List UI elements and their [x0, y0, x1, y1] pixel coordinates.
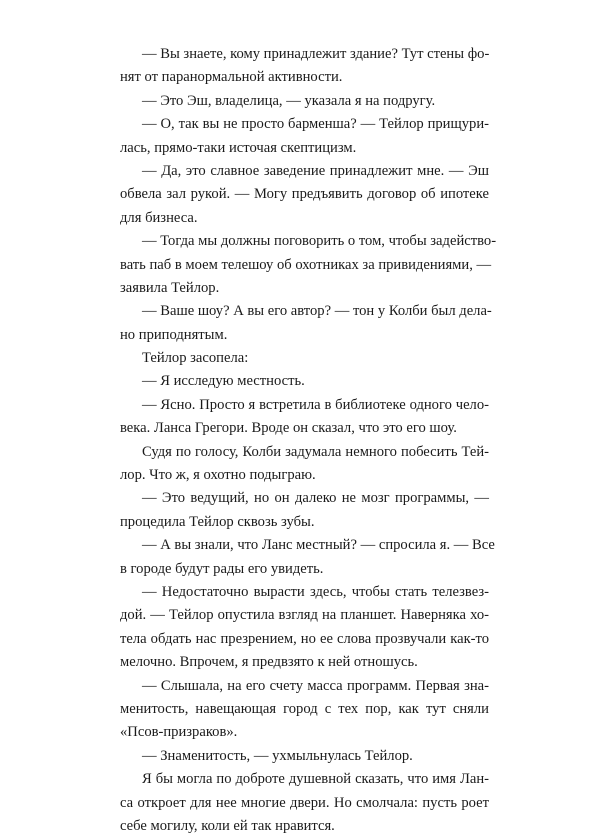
text-line: менитость, навещающая город с тех пор, как тут сняли — [120, 700, 489, 717]
text-line: «Псов-призраков». — [120, 724, 238, 741]
text-line: в городе будут рады его увидеть. — [120, 560, 324, 577]
text-line: — Вы знаете, кому принадлежит здание? Тут стены фо- — [142, 46, 490, 62]
paragraph — [120, 90, 489, 113]
paragraph — [120, 300, 492, 347]
text-line: — Тогда мы должны поговорить о том, чтобы задейство- — [142, 233, 497, 250]
paragraph — [120, 347, 489, 370]
paragraph — [120, 675, 489, 745]
paragraph — [120, 160, 489, 230]
book-page-text — [120, 43, 497, 838]
text-line: — Ваше шоу? А вы его автор? — тон у Колби был дела- — [142, 303, 492, 320]
text-line: дой. — Тейлор опустила взгляд на планшет. Наверняка хо- — [120, 607, 489, 624]
text-line: — О, так вы не просто барменша? — Тейлор прищури- — [142, 116, 489, 133]
text-line: Я бы могла по доброте душевной сказать, что имя Лан- — [142, 771, 489, 788]
text-line: лась, прямо-таки источая скептицизм. — [120, 139, 357, 156]
paragraph — [120, 230, 497, 300]
paragraph — [120, 487, 489, 534]
paragraph — [120, 534, 495, 581]
text-line: — Я исследую местность. — [142, 373, 305, 390]
paragraph — [120, 768, 489, 838]
text-line: — Ясно. Просто я встретила в библиотеке одного чело- — [142, 396, 489, 413]
text-line: Судя по голосу, Колби задумала немного побесить Тей- — [142, 443, 489, 460]
text-line: — Знаменитость, — ухмыльнулась Тейлор. — [142, 747, 413, 764]
text-line: Тейлор засопела: — [142, 350, 249, 367]
text-line: вать паб в моем телешоу об охотниках за привидениями, — — [120, 256, 492, 273]
text-line: лор. Что ж, я охотно подыграю. — [120, 467, 316, 484]
paragraph — [120, 581, 489, 675]
text-line: — Это Эш, владелица, — указала я на подругу. — [142, 92, 436, 109]
text-line: века. Ланса Грегори. Вроде он сказал, что это его шоу. — [120, 420, 457, 437]
text-line: — Это ведущий, но он далеко не мозг программы, — — [142, 490, 489, 507]
text-line: нят от паранормальной активности. — [120, 69, 343, 86]
paragraph — [120, 43, 489, 90]
text-line: но приподнятым. — [120, 326, 228, 343]
text-line: мелочно. Впрочем, я предвзято к ней отношусь. — [120, 654, 418, 671]
text-line: для бизнеса. — [120, 209, 198, 226]
text-line: — Слышала, на его счету масса программ. Первая зна- — [142, 677, 489, 694]
text-line: процедила Тейлор сквозь зубы. — [120, 513, 315, 530]
paragraph — [120, 394, 489, 441]
text-line: тела обдать нас презрением, но ее слова прозвучали как-то — [120, 630, 489, 647]
text-line: — Да, это славное заведение принадлежит мне. — Эш — [142, 162, 489, 179]
paragraph — [120, 113, 489, 160]
text-line: себе могилу, коли ей так нравится. — [120, 817, 335, 834]
paragraph — [120, 441, 489, 488]
paragraph — [120, 745, 489, 768]
text-line: обвела зал рукой. — Могу предъявить договор об ипотеке — [120, 186, 489, 203]
text-line: заявила Тейлор. — [120, 279, 220, 296]
text-line: — А вы знали, что Ланс местный? — спросила я. — Все — [142, 537, 495, 554]
text-line: са откроет для нее многие двери. Но смолчала: пусть роет — [120, 794, 489, 811]
paragraph — [120, 370, 489, 393]
text-line: — Недостаточно вырасти здесь, чтобы стать телезвез- — [142, 583, 489, 600]
